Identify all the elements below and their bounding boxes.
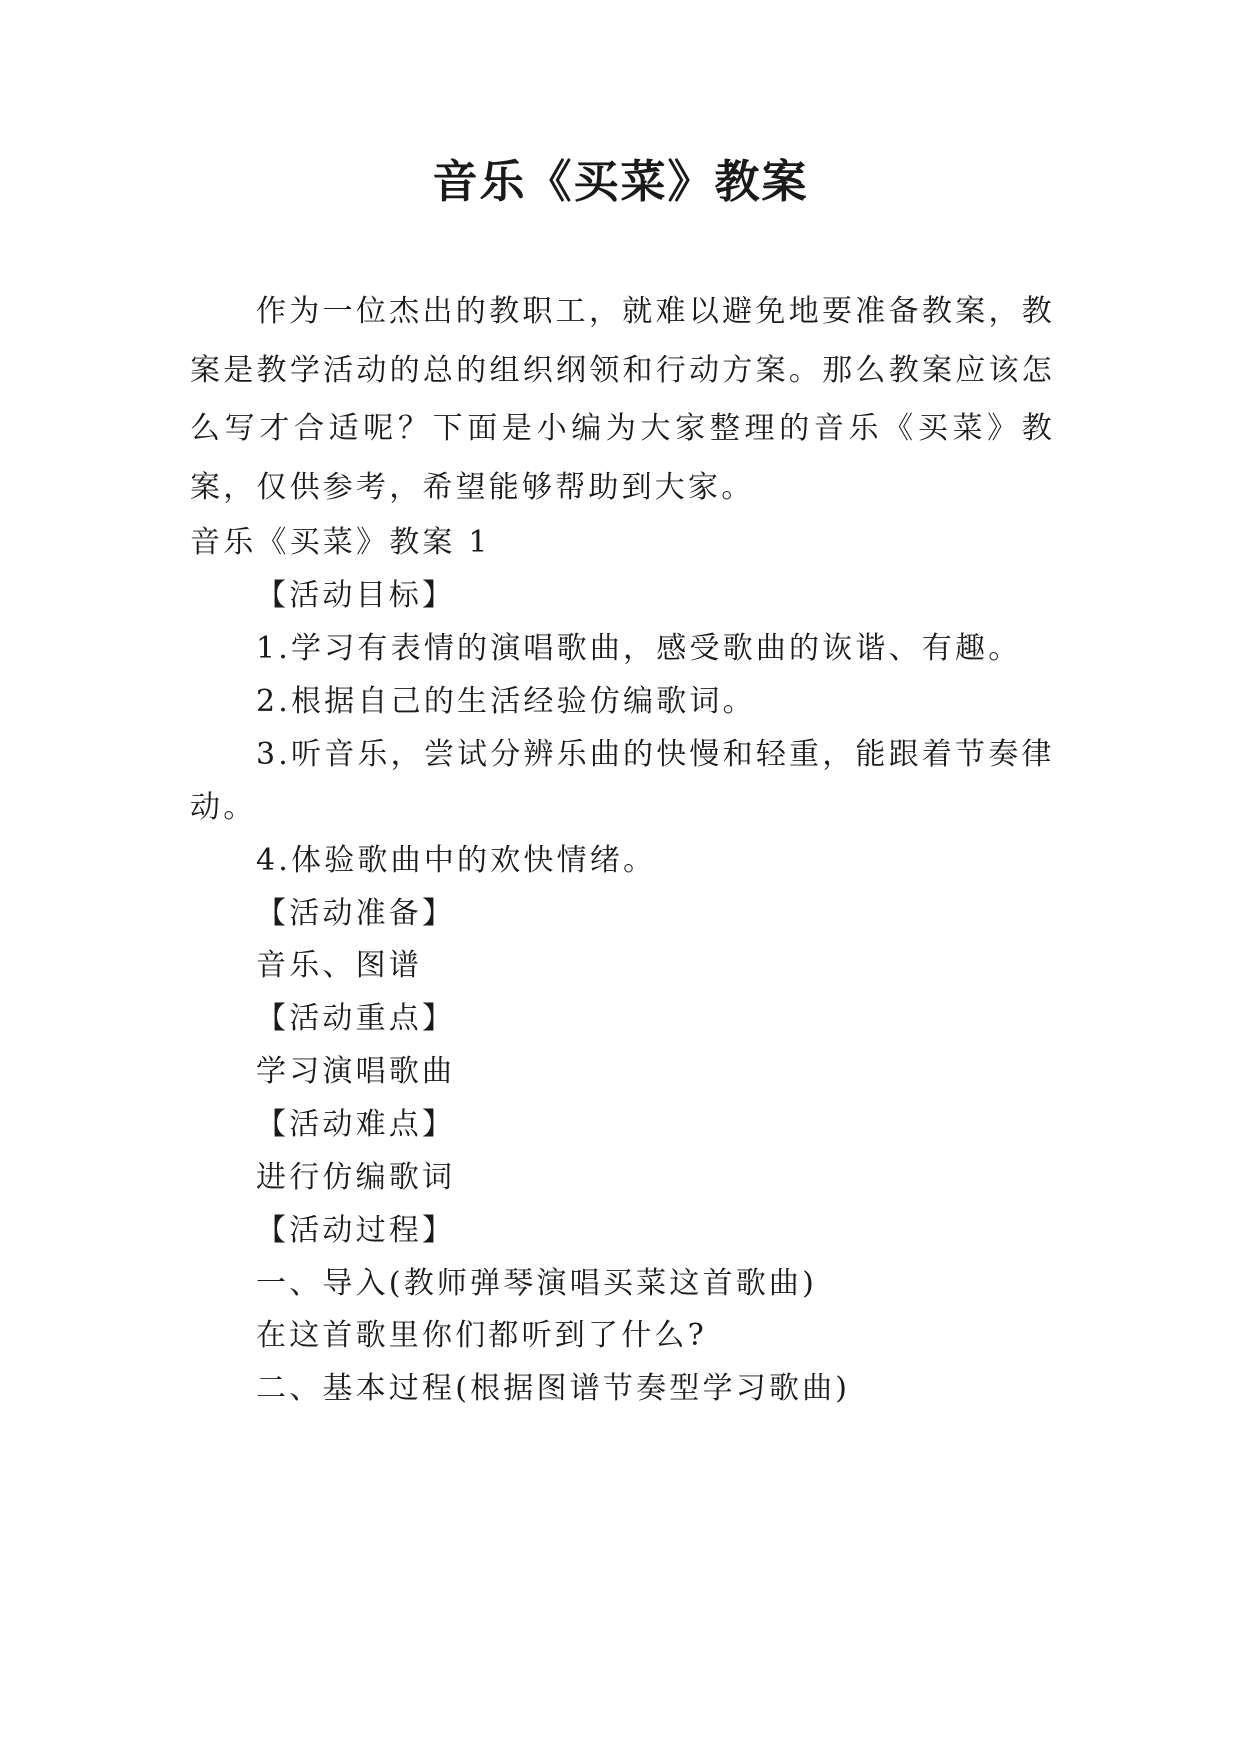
process-step-2: 二、基本过程(根据图谱节奏型学习歌曲) bbox=[256, 1371, 851, 1406]
goal-item-4: 4.体验歌曲中的欢快情绪。 bbox=[256, 843, 657, 878]
prep-heading: 【活动准备】 bbox=[256, 896, 456, 931]
focus-heading: 【活动重点】 bbox=[256, 1001, 456, 1036]
difficulty-heading: 【活动难点】 bbox=[256, 1107, 456, 1142]
process-heading: 【活动过程】 bbox=[256, 1213, 456, 1248]
process-step-1: 一、导入(教师弹琴演唱买菜这首歌曲) bbox=[256, 1266, 818, 1301]
section-heading: 音乐《买菜》教案 1 bbox=[190, 525, 491, 560]
goal-item-2: 2.根据自己的生活经验仿编歌词。 bbox=[256, 684, 756, 719]
goal-item-1: 1.学习有表情的演唱歌曲，感受歌曲的诙谐、有趣。 bbox=[256, 631, 1022, 666]
prep-text: 音乐、图谱 bbox=[256, 948, 422, 983]
goals-heading: 【活动目标】 bbox=[256, 578, 456, 613]
process-step-1-question: 在这首歌里你们都听到了什么? bbox=[256, 1318, 707, 1353]
document-title: 音乐《买菜》教案 bbox=[432, 155, 809, 208]
focus-text: 学习演唱歌曲 bbox=[256, 1054, 456, 1089]
intro-paragraph: 作为一位杰出的教职工，就难以避免地要准备教案，教案是教学活动的总的组织纲领和行动方案。那么教案应该怎么写才合适呢？下面是小编为大家整理的音乐《买菜》教案，仅供参考，希望能够帮助到大家。 bbox=[190, 294, 1055, 505]
goal-item-3: 3.听音乐，尝试分辨乐曲的快慢和轻重，能跟着节奏律 bbox=[256, 737, 1055, 772]
goal-item-3-continued: 动。 bbox=[190, 790, 257, 825]
difficulty-text: 进行仿编歌词 bbox=[256, 1160, 456, 1195]
